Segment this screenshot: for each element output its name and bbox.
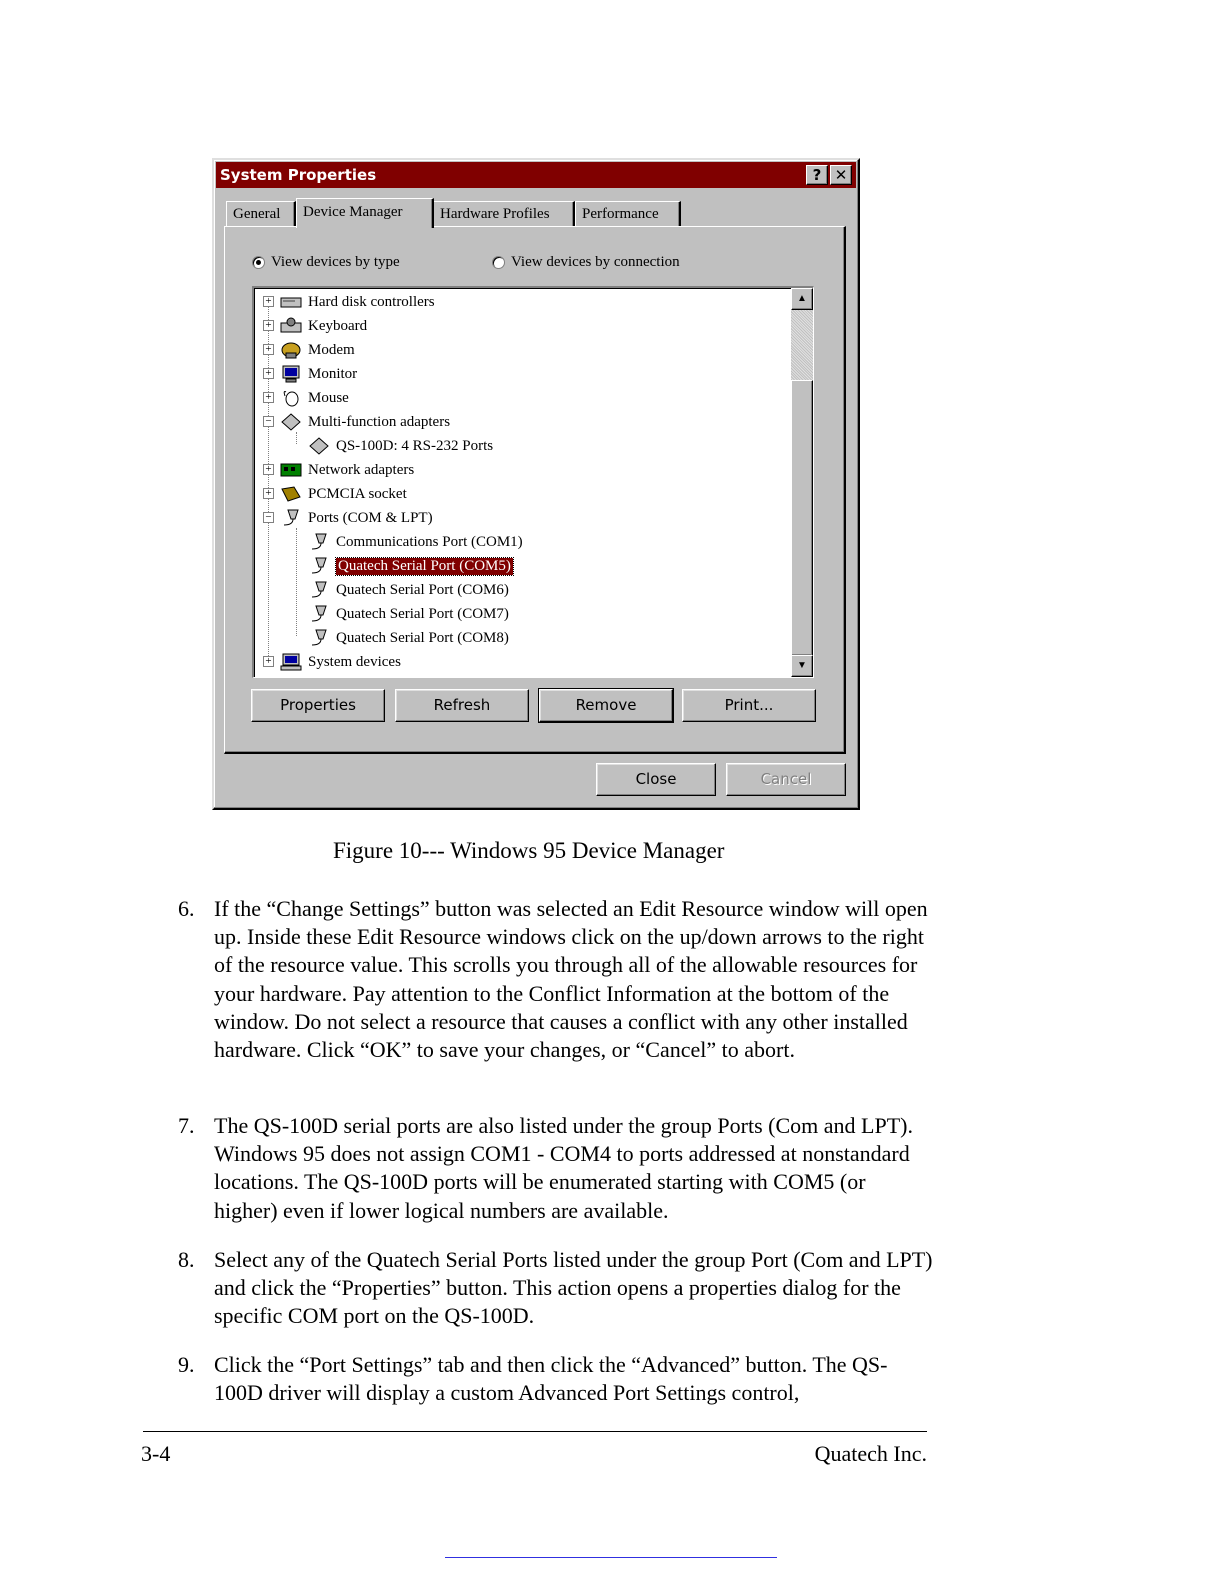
hard-disk-icon (280, 292, 302, 312)
dialog-title: System Properties (220, 166, 377, 184)
radio-view-by-connection[interactable] (492, 254, 680, 271)
step-number: 7. (178, 1113, 195, 1138)
step-text: If the “Change Settings” button was selected an Edit Resource window will open up. Inside these Edit Resource windows click on the up/down arrows to the right of the resource value. This scrolls you through all of the allowable resources for your hardware. Pay attention to the Conflict Information at the bottom of the window. Do not select a resource that causes a conflict with any other installed hardware. Click “OK” to save your changes, or “Cancel” to abort. (214, 896, 928, 1063)
tab-hardware-profiles[interactable]: Hardware Profiles (433, 201, 575, 227)
expand-plus-icon[interactable]: + (263, 656, 274, 667)
step-number: 9. (178, 1352, 195, 1377)
port-icon (308, 628, 330, 648)
tree-label: Quatech Serial Port (COM7) (336, 605, 509, 622)
port-icon (308, 556, 330, 576)
tree-label-selected: Quatech Serial Port (COM5) (338, 557, 511, 574)
tree-item-monitor[interactable] (280, 362, 357, 386)
tree-item-com5[interactable] (308, 554, 513, 578)
print-button[interactable]: Print... (682, 689, 816, 722)
remove-button[interactable]: Remove (539, 689, 673, 722)
tree-item-multifunction[interactable] (280, 410, 450, 434)
tree-label: System devices (308, 653, 401, 670)
page-number: 3-4 (141, 1441, 171, 1466)
expand-plus-icon[interactable]: + (263, 392, 274, 403)
step-text: The QS-100D serial ports are also listed under the group Ports (Com and LPT). Windows 95 does not assign COM1 - COM4 to ports addressed at nonstandard locations. The QS-100D ports will be enumerated starting with COM5 (or higher) even if lower logical numbers are available. (214, 1113, 913, 1223)
bottom-rule (445, 1557, 777, 1558)
tree-item-network[interactable] (280, 458, 414, 482)
tree-label: Monitor (308, 365, 358, 382)
tree-item-hard-disk[interactable] (280, 290, 435, 314)
refresh-button[interactable]: Refresh (395, 689, 529, 722)
expand-plus-icon[interactable]: + (263, 320, 274, 331)
help-button[interactable]: ? (806, 165, 828, 185)
step-text: Select any of the Quatech Serial Ports listed under the group Port (Com and LPT) and click the “Properties” button. This action opens a properties dialog for the specific COM port on the QS-100D. (214, 1247, 933, 1329)
expand-plus-icon[interactable]: + (263, 344, 274, 355)
tree-label: Communications Port (COM1) (336, 533, 523, 550)
step-text: Click the “Port Settings” tab and then click the “Advanced” button. The QS-100D driver will display a custom Advanced Port Settings control, (214, 1352, 888, 1406)
tab-device-manager[interactable]: Device Manager (296, 198, 434, 228)
port-icon (308, 604, 330, 624)
collapse-minus-icon[interactable]: − (263, 512, 274, 523)
port-icon (308, 532, 330, 552)
tree-label: QS-100D: 4 RS-232 Ports (336, 437, 494, 454)
tree-item-pcmcia[interactable] (280, 482, 407, 506)
tree-label: Quatech Serial Port (COM8) (336, 629, 509, 646)
figure-caption: Figure 10--- Windows 95 Device Manager (333, 838, 725, 863)
expand-plus-icon[interactable]: + (263, 464, 274, 475)
radio-dot (492, 256, 505, 269)
title-bar[interactable] (216, 162, 856, 188)
step-number: 8. (178, 1247, 195, 1272)
adapter-icon (280, 412, 302, 432)
port-icon (280, 508, 302, 528)
tree-item-com1[interactable] (308, 530, 523, 554)
expand-plus-icon[interactable]: + (263, 368, 274, 379)
scroll-up-arrow-icon[interactable]: ▲ (791, 288, 813, 310)
scroll-thumb[interactable] (791, 380, 813, 656)
tree-item-system-devices[interactable] (280, 650, 401, 674)
modem-icon (280, 340, 302, 360)
tree-branch-line (296, 528, 297, 636)
step-number: 6. (178, 896, 195, 921)
network-card-icon (280, 460, 302, 480)
tree-label: Quatech Serial Port (COM6) (336, 581, 509, 598)
expand-plus-icon[interactable]: + (263, 296, 274, 307)
properties-button[interactable]: Properties (251, 689, 385, 722)
tree-item-com6[interactable] (308, 578, 509, 602)
computer-icon (280, 652, 302, 672)
tree-label: PCMCIA socket (308, 485, 407, 502)
tree-item-ports[interactable] (280, 506, 433, 530)
radio-view-by-type[interactable] (252, 254, 400, 271)
close-window-button[interactable]: ✕ (830, 165, 852, 185)
tree-label: Modem (308, 341, 355, 358)
tree-label: Network adapters (308, 461, 415, 478)
tree-label: Hard disk controllers (308, 293, 435, 310)
mouse-icon (280, 388, 302, 408)
tree-item-com8[interactable] (308, 626, 509, 650)
tree-item-modem[interactable] (280, 338, 355, 362)
footer-divider (143, 1431, 927, 1432)
tree-item-qs100d[interactable] (308, 434, 493, 458)
device-tree[interactable] (252, 286, 814, 678)
pcmcia-icon (280, 484, 302, 504)
close-button[interactable]: Close (596, 763, 716, 796)
radio-label-by-type: View devices by type (271, 254, 400, 270)
cancel-button[interactable]: Cancel (726, 763, 846, 796)
monitor-icon (280, 364, 302, 384)
adapter-icon (308, 436, 330, 456)
collapse-minus-icon[interactable]: − (263, 416, 274, 427)
tree-scrollbar[interactable] (791, 288, 813, 677)
radio-dot-selected (252, 256, 265, 269)
tree-item-mouse[interactable] (280, 386, 349, 410)
tab-performance[interactable]: Performance (575, 201, 681, 227)
scroll-down-arrow-icon[interactable]: ▼ (791, 655, 813, 677)
tree-label: Mouse (308, 389, 349, 406)
tree-item-keyboard[interactable] (280, 314, 367, 338)
expand-plus-icon[interactable]: + (263, 488, 274, 499)
port-icon (308, 580, 330, 600)
tree-label: Ports (COM & LPT) (308, 509, 433, 526)
tab-general[interactable]: General (226, 201, 296, 227)
radio-label-by-connection: View devices by connection (511, 254, 680, 270)
tree-item-com7[interactable] (308, 602, 509, 626)
keyboard-icon (280, 316, 302, 336)
tree-label: Keyboard (308, 317, 368, 334)
tree-label: Multi-function adapters (308, 413, 451, 430)
company-name: Quatech Inc. (814, 1441, 927, 1466)
